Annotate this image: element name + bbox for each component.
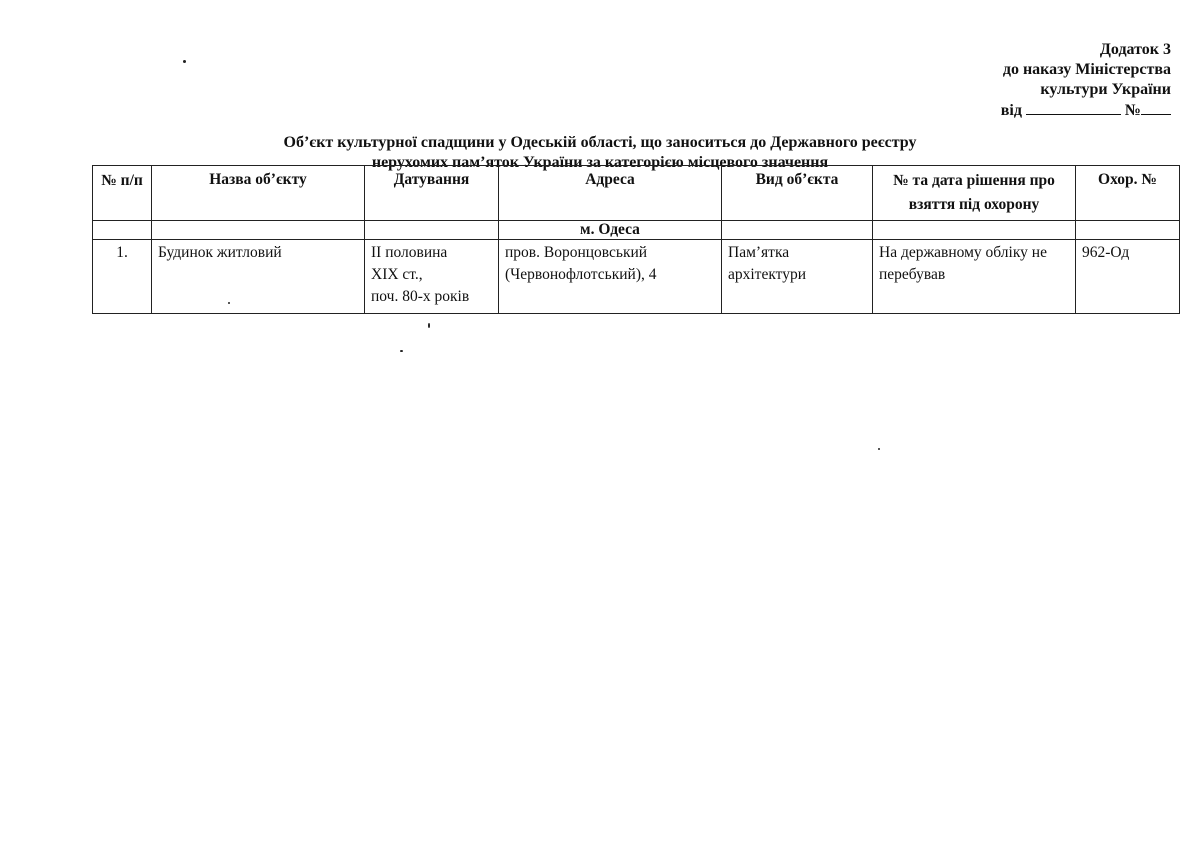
- title-line-2: нерухомих пам’яток України за категорією місцевого значення: [371, 154, 829, 171]
- title-line-1: Об’єкт культурної спадщини у Одеській області, що заноситься до Державного реєстру: [283, 134, 917, 151]
- table-header-row: [93, 166, 1180, 221]
- annex-header: [1001, 40, 1171, 121]
- scan-speck: [878, 448, 880, 450]
- annex-label: Додаток 3: [1099, 41, 1171, 58]
- date-number-line: [1001, 100, 1171, 121]
- scan-speck: [400, 350, 403, 352]
- cell-dating: ІІ половина ХІХ ст., поч. 80-х років: [365, 240, 499, 314]
- date-prefix: від: [1000, 102, 1022, 119]
- scan-speck: [428, 323, 430, 328]
- section-city: м. Одеса: [499, 221, 722, 240]
- col-header-type: Вид об’єкта: [722, 166, 873, 221]
- cell-number: 1.: [93, 240, 152, 314]
- cell-decision: На державному обліку не перебував: [873, 240, 1076, 314]
- order-line: до наказу Міністерства: [1002, 61, 1171, 78]
- table-section-row: [93, 221, 1180, 240]
- col-header-number: № п/п: [93, 166, 152, 221]
- scan-speck: [183, 60, 186, 63]
- col-header-name: Назва об’єкту: [152, 166, 365, 221]
- col-header-address: Адреса: [499, 166, 722, 221]
- ministry-line: культури України: [1040, 81, 1171, 98]
- cell-type: Пам’ятка архітектури: [722, 240, 873, 314]
- cell-name: Будинок житловий: [152, 240, 365, 314]
- number-sign: №: [1124, 102, 1141, 119]
- col-header-protection-number: Охор. №: [1076, 166, 1180, 221]
- heritage-table: [92, 165, 1180, 314]
- col-header-dating: Датування: [365, 166, 499, 221]
- scan-speck: [228, 302, 230, 304]
- table-row: [93, 240, 1180, 314]
- number-blank: [1141, 100, 1171, 115]
- col-header-decision: № та дата рішення про взяття під охорону: [873, 166, 1076, 221]
- cell-protection-number: 962-Од: [1076, 240, 1180, 314]
- cell-address: пров. Воронцовський (Червонофлотський), 4: [499, 240, 722, 314]
- date-blank: [1026, 100, 1121, 115]
